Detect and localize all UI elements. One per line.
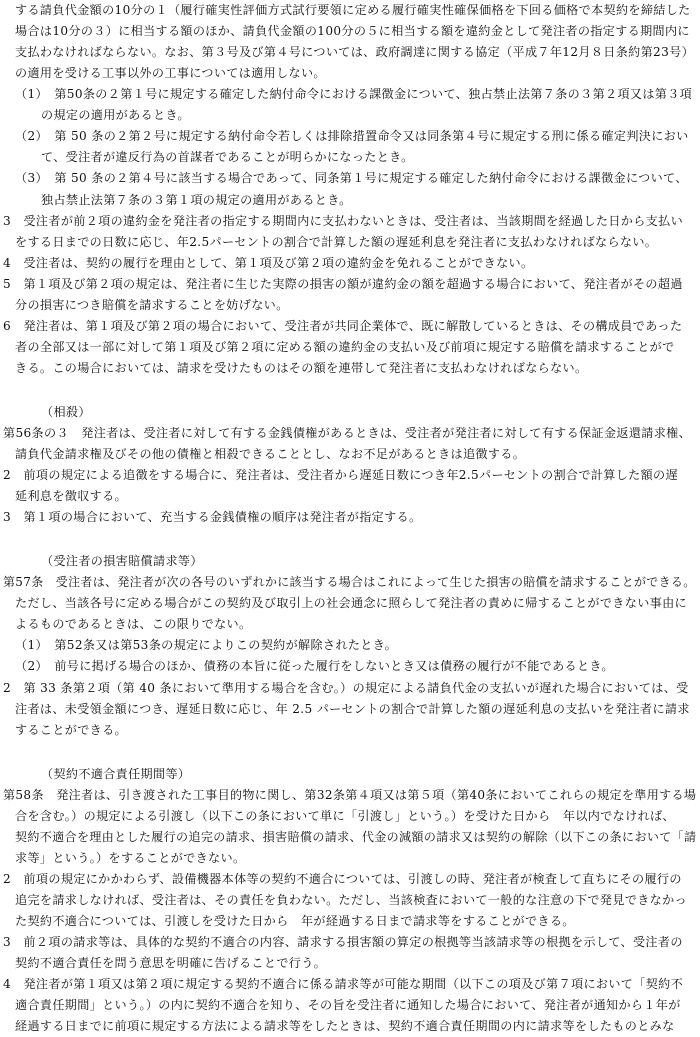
text-line: 第58条 発注者は、引き渡された工事目的物に関し、第32条第４項又は第５項（第40条においてこれらの規定を準用する場 bbox=[3, 787, 697, 802]
text-line: 者の全部又は一部に対して第１項及び第２項に定める額の違約金の支払い及び前項に規定する賠償を請求することがで bbox=[15, 339, 675, 354]
text-line: 契約不適合責任を問う意思を明確に告げることで行う。 bbox=[15, 956, 327, 971]
text-line: （1） 第50条の２第１号に規定する確定した納付命令における課徴金について、独占禁止法第７条の３第２項又は第３項 bbox=[15, 87, 693, 102]
text-line: 契約不適合を理由とした履行の追完の請求、損害賠償の請求、代金の減額の請求又は契約の解除（以下この条において「請 bbox=[15, 829, 697, 844]
text-line: 経過する日までに前項に規定する方法による請求等をしたときは、契約不適合責任期間の内に請求等をしたものとみな bbox=[15, 1019, 675, 1034]
text-line: て、受注者が違反行為の首謀者であることが明らかになったとき。 bbox=[41, 150, 414, 165]
text-line: 4 受注者は、契約の履行を理由として、第１項及び第２項の違約金を免れることができない。 bbox=[3, 255, 534, 270]
text-line: することができる。 bbox=[15, 722, 127, 737]
text-line: よるものであるときは、この限りでない。 bbox=[15, 617, 252, 632]
text-line: 第57条 受注者は、発注者が次の各号のいずれかに該当する場合はこれによって生じた損害の賠償を請求することができる。 bbox=[3, 575, 696, 590]
text-line: 3 第１項の場合において、充当する金銭債権の順序は発注者が指定する。 bbox=[3, 510, 422, 525]
text-line: （受注者の損害賠償請求等） bbox=[41, 554, 203, 569]
text-line: （契約不適合責任期間等） bbox=[41, 766, 191, 781]
text-line: する請負代金額の10分の１（履行確実性評価方式試行要領に定める履行確実性確保価格を下回る価格で本契約を締結した bbox=[15, 3, 691, 17]
text-line: （3） 第 50 条の２第４号に該当する場合であって、同条第１号に規定する確定した納付命令における課徴金について、 bbox=[15, 171, 688, 186]
text-line: （2） 第 50 条の２第２号に規定する納付命令若しくは排除措置命令又は同条第４号に規定する刑に係る確定判決におい bbox=[15, 129, 689, 144]
text-line: 分の損害につき賠償を請求することを妨げない。 bbox=[15, 297, 289, 312]
text-line: 適合責任期間」という。）の内に契約不適合を知り、その旨を受注者に通知した場合において、発注者が通知から１年が bbox=[15, 998, 681, 1013]
text-line: の適用を受ける工事以外の工事については適用しない。 bbox=[15, 66, 326, 81]
text-line: 2 第 33 条第２項（第 40 条において準用する場合を含む。）の規定による請負代金の支払いが遅れた場合においては、受 bbox=[3, 680, 689, 695]
text-line: 場合は10分の３）に相当する額のほか、請負代金額の100分の５に相当する額を違約金として発注者の指定する期間内に bbox=[15, 24, 690, 39]
text-line: （2） 前号に掲げる場合のほか、債務の本旨に従った履行をしないとき又は債務の履行が不能であるとき。 bbox=[15, 659, 614, 674]
text-line: （1） 第52条又は第53条の規定によりこの契約が解除されたとき。 bbox=[15, 638, 398, 653]
text-line: 第56条の３ 発注者は、受注者に対して有する金銭債権があるときは、受注者が発注者に対して有する保証金返還請求権、 bbox=[3, 426, 692, 440]
text-line: 3 前２項の請求等は、具体的な契約不適合の内容、請求する損害額の算定の根拠等当該請求等の根拠を示して、受注者の bbox=[3, 935, 683, 949]
text-line: 延利息を徴収する。 bbox=[15, 489, 127, 504]
text-line: た契約不適合については、引渡しを受けた日から 年が経過する日まで請求等をすることができる。 bbox=[15, 914, 575, 928]
text-line: 請負代金請求権及びその他の債権と相殺できることとし、なお不足があるときは追徴する。 bbox=[15, 447, 526, 461]
text-line: 2 前項の規定による追徴をする場合に、発注者は、受注者から遅延日数につき年2.5パーセントの割合で計算した額の遅 bbox=[3, 468, 678, 483]
text-line: 4 発注者が第１項又は第２項に規定する契約不適合に係る請求等が可能な期間（以下この項及び第７項において「契約不 bbox=[3, 977, 684, 992]
text-line: ただし、当該各号に定める場合がこの契約及び取引上の社会通念に照らして発注者の責めに帰することができない事由に bbox=[15, 596, 687, 611]
text-line: 独占禁止法第７条の３第１項の規定の適用があるとき。 bbox=[41, 192, 352, 207]
text-line: 2 前項の規定にかかわらず、設備機器本体等の契約不適合については、引渡しの時、発注者が検査して直ちにその履行の bbox=[3, 871, 682, 886]
text-line: 5 第１項及び第２項の規定は、発注者に生じた実際の損害の額が違約金の額を超過する場合において、発注者がその超過 bbox=[3, 276, 683, 291]
text-line: きる。この場合においては、請求を受けたものはその額を連帯して発注者に支払わなければならない。 bbox=[15, 360, 588, 375]
text-line: の規定の適用があるとき。 bbox=[41, 108, 190, 123]
text-line: をする日までの日数に応じ、年2.5パーセントの割合で計算した額の遅延利息を発注者に支払わなければならない。 bbox=[15, 234, 658, 249]
text-line: 支払わなければならない。なお、第３号及び第４号については、政府調達に関する協定（平成７年12月８日条約第23号） bbox=[15, 45, 695, 60]
text-line: 追完を請求しなければ、受注者は、その責任を負わない。ただし、当該検査において一般的な注意の下で発見できなかっ bbox=[15, 892, 687, 907]
text-line: 3 受注者が前２項の違約金を発注者の指定する期間内に支払わないときは、受注者は、当該期間を経過した日から支払い bbox=[3, 213, 684, 228]
text-line: 合を含む。）の規定による引渡し（以下この条において単に「引渡し」という。）を受けた日から 年以内でなければ、 bbox=[15, 808, 675, 823]
text-line: （相殺） bbox=[41, 404, 91, 419]
text-line: 求等」という。）をすることができない。 bbox=[15, 850, 246, 865]
text-line: 6 発注者は、第１項及び第２項の場合において、受注者が共同企業体で、既に解散しているときは、その構成員であった bbox=[3, 318, 683, 333]
text-line: 注者は、未受領金額につき、遅延日数に応じ、年 2.5 パーセントの割合で計算した額の遅延利息の支払いを発注者に請求 bbox=[15, 701, 690, 716]
